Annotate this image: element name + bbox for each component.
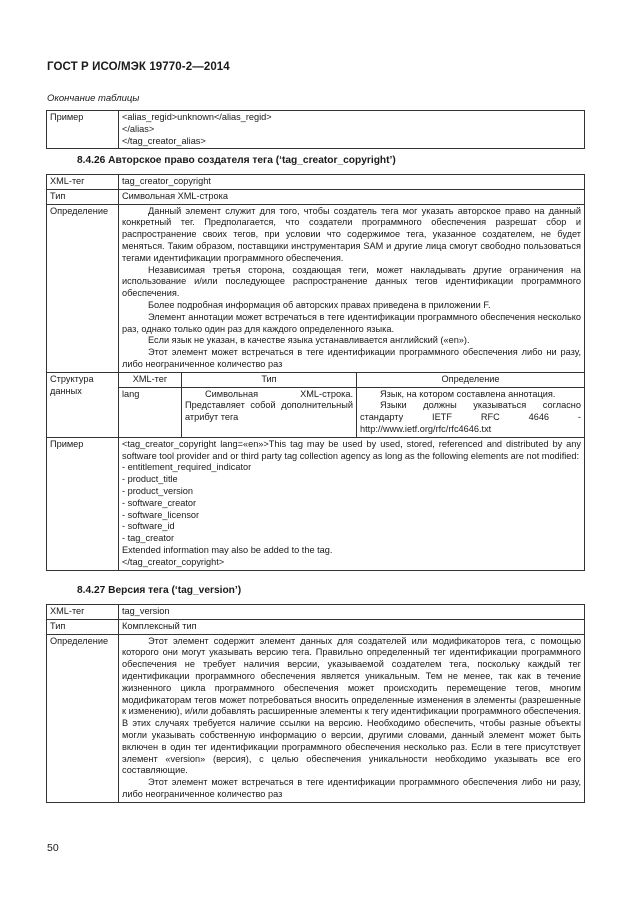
example-line: - product_version bbox=[122, 485, 193, 496]
structure-header-tag: XML-тег bbox=[119, 373, 182, 387]
definition-paragraph: Если язык не указан, в качестве языка устанавливается английский («en»). bbox=[148, 335, 470, 346]
structure-type-text: Символьная XML-строка. Представляет собой дополнительный атрибут тега bbox=[185, 388, 353, 423]
section-27-title: 8.4.27 Версия тега (‘tag_version’) bbox=[77, 585, 242, 596]
structure-cell-type bbox=[182, 387, 357, 437]
definition-paragraph: Этот элемент содержит элемент данных для создателей или модификаторов тега, с помощью которого они могут указывать версию тега. Правильно определенный тег идентификации программного обеспечения не требует наличия версии, указываемой создателем тега, поскольку каждый тег идентификации программного обеспечения является уникальным. Тем не менее, так как в течение жизненного цикла программного обеспечения может происходить перемещение тегов, многим модификаторам тегов может потребоваться вносить определенные изменения в элементы (разрешенные к изменению), и/или добавлять расширенные элементы к тегу идентификации программного обеспечения. В этих случаях требуется наличие ссылки на версию. Необходимо обеспечить, чтобы разные объекты могли указывать собственную информацию о версии, другими словами, данный элемент может быть включен в один тег идентификации программного обеспечения несколько раз. Если в теге присутствует элемент «version» (версия), с целью обеспечения уникальности необходимо указывать все его составляющие. bbox=[122, 635, 581, 776]
example-line: - product_title bbox=[122, 474, 178, 485]
definition-paragraph: Независимая третья сторона, создающая теги, может накладывать другие ограничения на использование и/или последующее распространение данных тегов идентификации программного обеспечения. bbox=[122, 264, 581, 299]
definition-paragraph: Этот элемент может встречаться в теге идентификации программного обеспечения либо ни разу, либо неограниченное количество раз bbox=[122, 777, 581, 799]
example-value bbox=[119, 437, 585, 570]
example-key: Пример bbox=[47, 437, 119, 570]
code-line: </alias> bbox=[122, 123, 155, 134]
example-intro: <tag_creator_copyright lang=«en»>This tag may be used by used, stored, referenced and distributed by any software tool provider and or third party tag collection agency as long as the following elements are not modified: bbox=[122, 438, 581, 461]
type-key: Тип bbox=[47, 619, 119, 634]
section-26-table bbox=[46, 174, 585, 571]
structure-header-type: Тип bbox=[182, 373, 357, 387]
structure-definition-text: Языки должны указываться согласно стандарту IETF RFC 4646 - http://www.ietf.org/rfc/rfc4646.txt bbox=[360, 400, 581, 434]
code-line: <alias_regid>unknown</alias_regid> bbox=[122, 112, 272, 122]
page-number: 50 bbox=[47, 842, 59, 854]
xml-tag-value: tag_version bbox=[119, 605, 585, 620]
structure-key: Структура данных bbox=[47, 372, 119, 437]
type-key: Тип bbox=[47, 189, 119, 204]
type-value: Символьная XML-строка bbox=[119, 189, 585, 204]
structure-cell-tag: lang bbox=[119, 387, 182, 437]
type-value: Комплексный тип bbox=[119, 619, 585, 634]
definition-paragraph: Элемент аннотации может встречаться в теге идентификации программного обеспечения несколько раз, однако только один раз для каждого определенного языка. bbox=[122, 311, 581, 334]
example-key: Пример bbox=[47, 111, 119, 149]
xml-tag-key: XML-тег bbox=[47, 605, 119, 620]
example-line: Extended information may also be added to the tag. bbox=[122, 544, 333, 555]
example-line: </tag_creator_copyright> bbox=[122, 556, 225, 567]
xml-tag-key: XML-тег bbox=[47, 175, 119, 190]
example-line: - software_licensor bbox=[122, 509, 200, 520]
definition-key: Определение bbox=[47, 204, 119, 372]
definition-paragraph: Этот элемент может встречаться в теге идентификации программного обеспечения либо ни разу, либо неограниченное количество раз bbox=[122, 347, 581, 369]
table-end-example bbox=[46, 110, 585, 149]
definition-value bbox=[119, 204, 585, 372]
structure-value bbox=[119, 372, 585, 437]
xml-tag-value: tag_creator_copyright bbox=[119, 175, 585, 190]
example-line: - software_id bbox=[122, 521, 175, 532]
table-continuation-label: Окончание таблицы bbox=[47, 93, 140, 104]
structure-header-definition: Определение bbox=[357, 373, 585, 387]
definition-paragraph: Данный элемент служит для того, чтобы создатель тега мог указать авторское право на данный конкретный тег. Предполагается, что создатели программного обеспечения разрешат сбор и распространение своих тегов, при условии что содержимое тега, указанное создателем, не будет меняться. Таким образом, поставщики инструментария SAM и другие лица смогут свободно пользоваться тегами идентификации программного обеспечения. bbox=[122, 205, 581, 263]
example-line: - software_creator bbox=[122, 497, 197, 508]
example-value bbox=[119, 111, 585, 149]
structure-table bbox=[119, 373, 584, 437]
structure-cell-definition bbox=[357, 387, 585, 437]
structure-definition-text: Язык, на котором составлена аннотация. bbox=[380, 388, 556, 399]
definition-paragraph: Более подробная информация об авторских правах приведена в приложении F. bbox=[148, 299, 491, 310]
example-line: - tag_creator bbox=[122, 533, 175, 544]
definition-value bbox=[119, 634, 585, 802]
code-line: </tag_creator_alias> bbox=[122, 135, 206, 146]
section-27-table bbox=[46, 604, 585, 803]
section-26-title: 8.4.26 Авторское право создателя тега (‘tag_creator_copyright’) bbox=[77, 155, 396, 166]
document-header: ГОСТ Р ИСО/МЭК 19770-2—2014 bbox=[47, 61, 230, 73]
example-line: - entitlement_required_indicator bbox=[122, 462, 252, 473]
definition-key: Определение bbox=[47, 634, 119, 802]
